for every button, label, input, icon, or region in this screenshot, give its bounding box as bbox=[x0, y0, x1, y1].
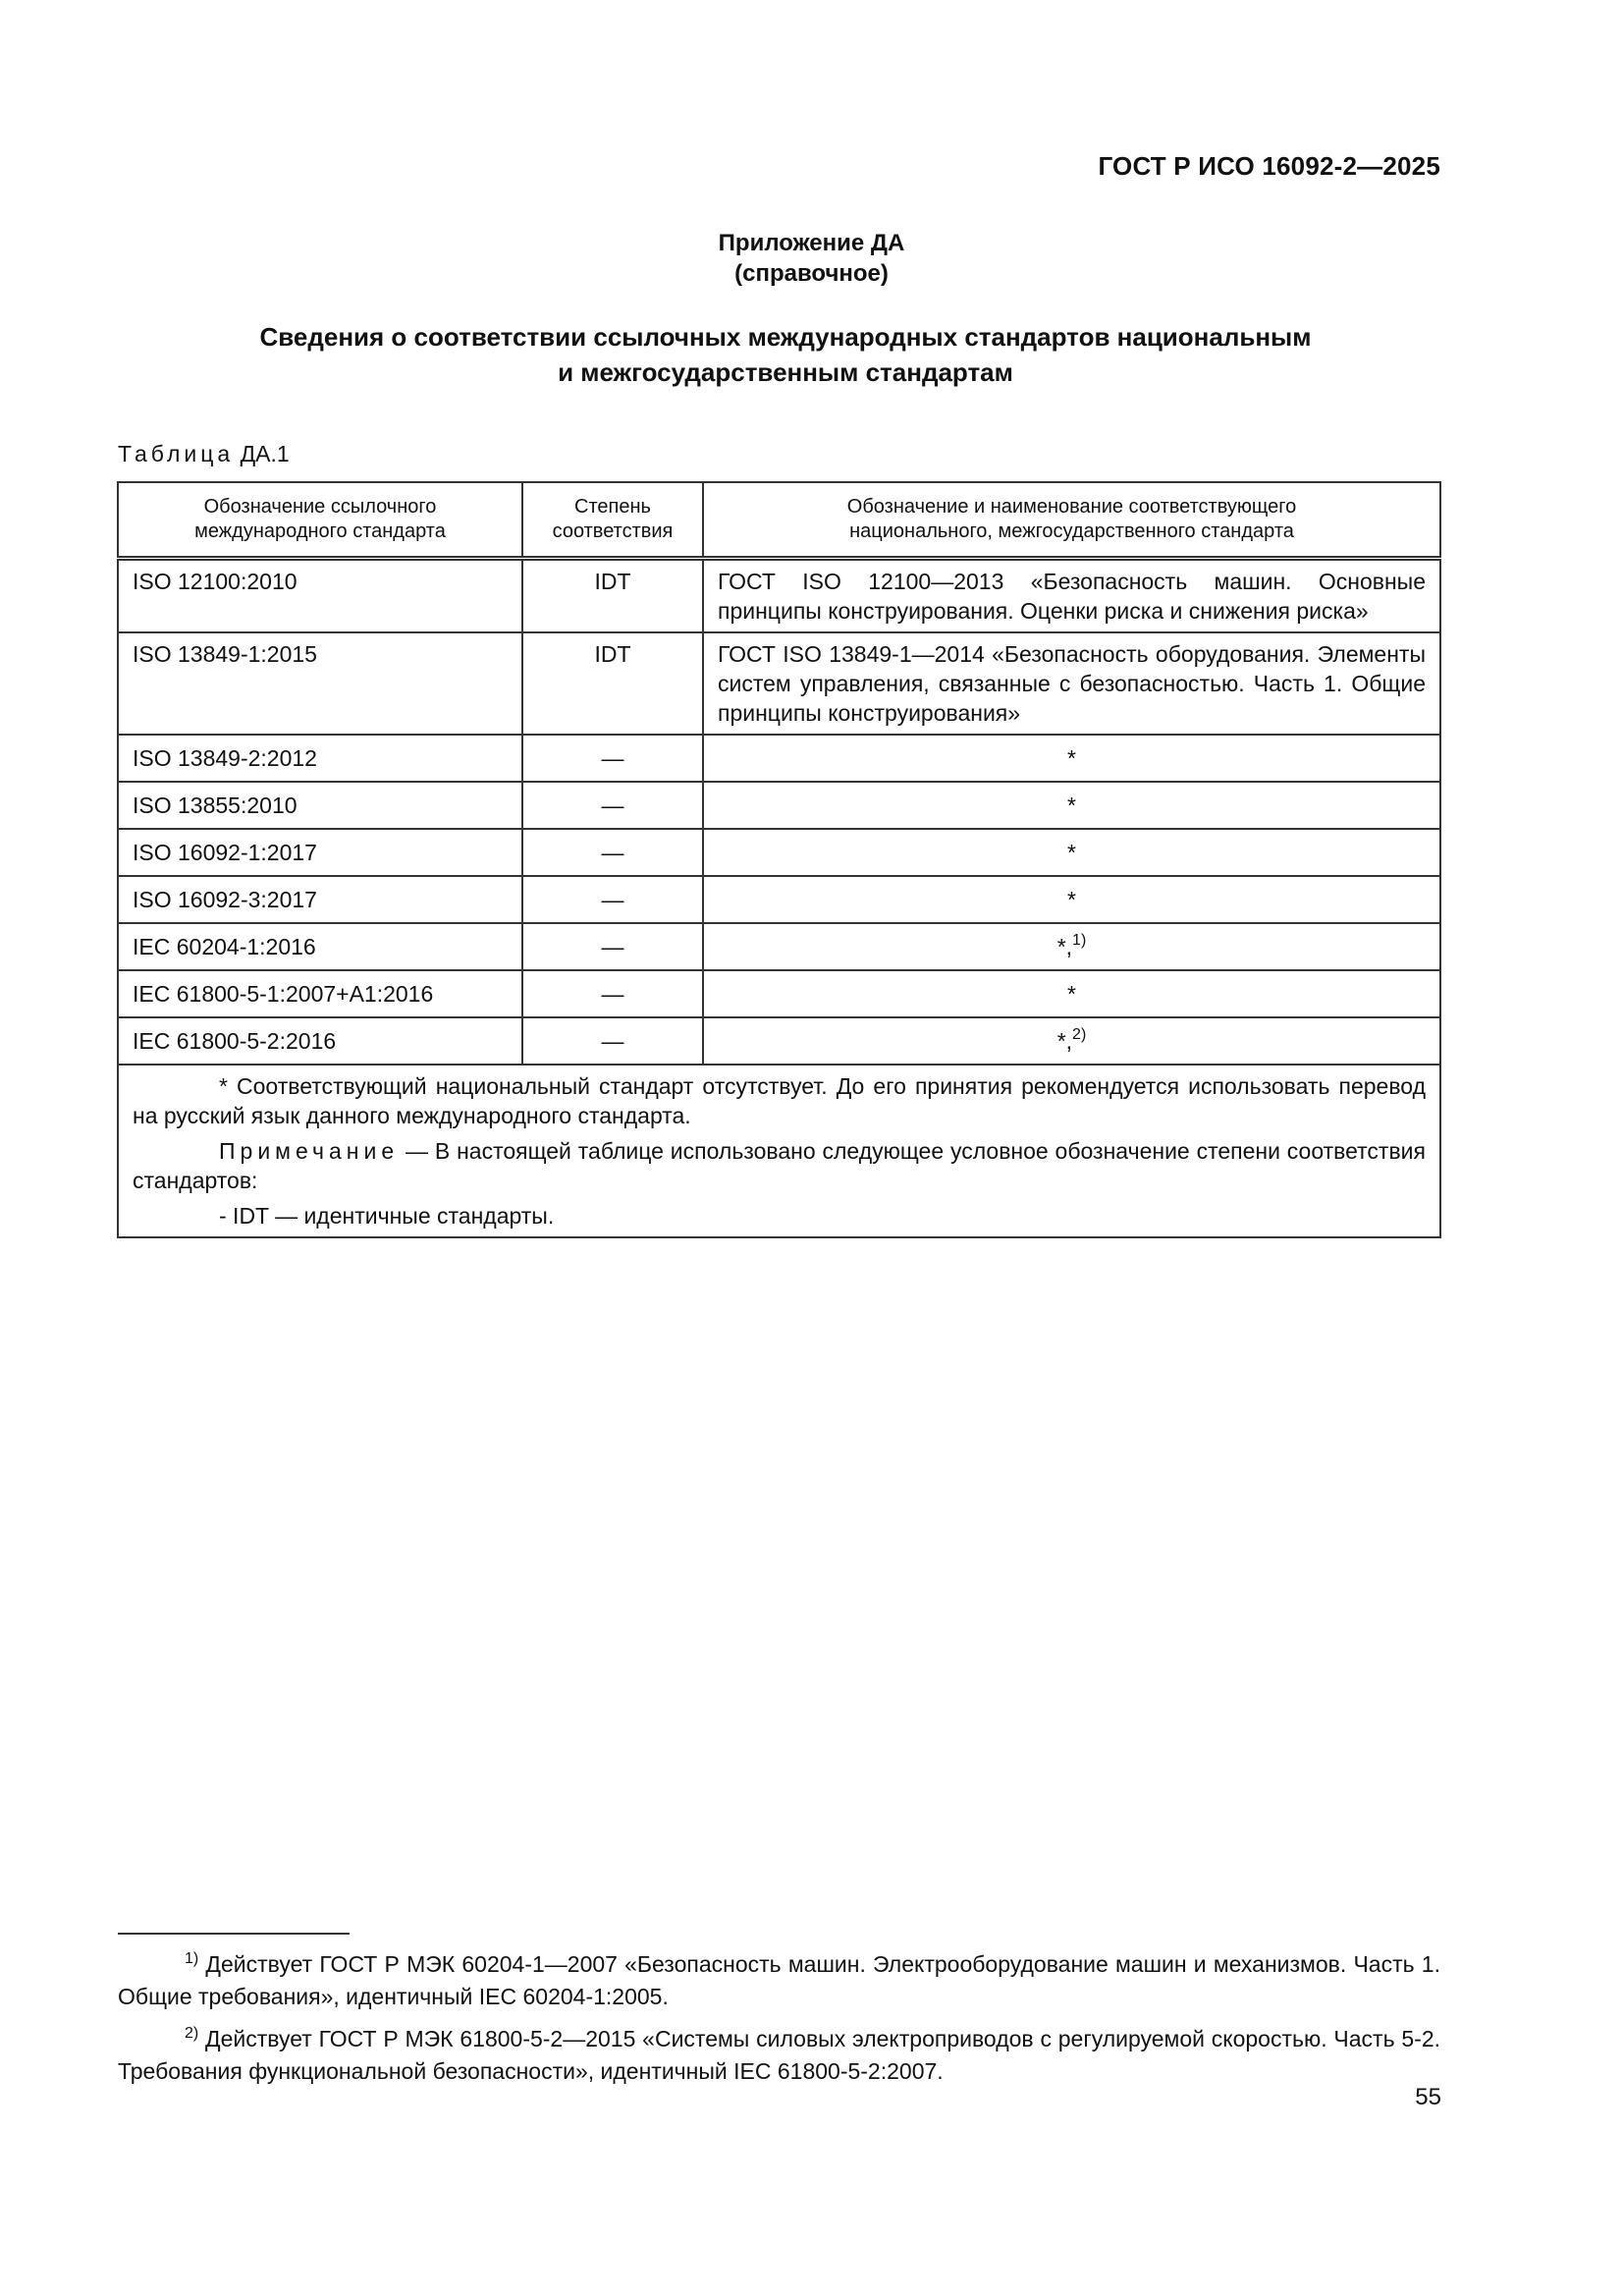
footnotes bbox=[118, 1948, 1440, 2098]
asterisk-note: * Соответствующий национальный стандарт отсутствует. До его принятия рекомендуется использовать перевод на русский язык данного международного стандарта. bbox=[133, 1073, 1426, 1128]
header-line: Степень bbox=[574, 496, 651, 518]
national-cell bbox=[703, 923, 1440, 970]
header-degree bbox=[522, 482, 703, 559]
degree-cell: IDT bbox=[522, 559, 703, 633]
ref-cell: IEC 61800-5-2:2016 bbox=[118, 1017, 522, 1065]
national-cell: * bbox=[703, 782, 1440, 829]
header-national-standard bbox=[703, 482, 1440, 559]
note-text: — В настоящей таблице использовано следующее условное обозначение степени соответствия стандартов: bbox=[133, 1138, 1426, 1193]
header-line: соответствия bbox=[552, 520, 674, 542]
table-note bbox=[133, 1136, 1426, 1195]
footnote-text: Действует ГОСТ Р МЭК 61800-5-2—2015 «Системы силовых электроприводов с регулируемой скоростью. Часть 5-2. Требования функциональной безопасности», идентичный IEC 61800-5-2:2007. bbox=[118, 2026, 1440, 2084]
degree-cell: IDT bbox=[522, 632, 703, 735]
table-row bbox=[118, 1017, 1440, 1065]
table-row bbox=[118, 876, 1440, 923]
national-cell: * bbox=[703, 876, 1440, 923]
table-caption-id: ДА.1 bbox=[240, 441, 290, 466]
ref-cell: ISO 13849-2:2012 bbox=[118, 735, 522, 782]
footnote bbox=[118, 1948, 1440, 2013]
table-row bbox=[118, 970, 1440, 1017]
idt-note: - IDT — идентичные стандарты. bbox=[219, 1203, 555, 1229]
note-label: Примечание bbox=[219, 1138, 400, 1164]
footnote bbox=[118, 2023, 1440, 2088]
degree-cell: — bbox=[522, 829, 703, 876]
table-notes bbox=[118, 1065, 1440, 1237]
table-row bbox=[118, 829, 1440, 876]
table-caption-word: Таблица bbox=[118, 441, 235, 466]
degree-cell: — bbox=[522, 782, 703, 829]
degree-cell: — bbox=[522, 876, 703, 923]
national-value: *, bbox=[1056, 1028, 1073, 1054]
ref-cell: ISO 13849-1:2015 bbox=[118, 632, 522, 735]
footnote-ref: 2) bbox=[1072, 1026, 1087, 1043]
degree-cell: — bbox=[522, 970, 703, 1017]
table-header-row bbox=[118, 482, 1440, 559]
ref-cell: ISO 16092-3:2017 bbox=[118, 876, 522, 923]
header-line: Обозначение и наименование соответствующего bbox=[846, 496, 1297, 518]
document-code: ГОСТ Р ИСО 16092-2—2025 bbox=[1098, 151, 1440, 181]
ref-cell: IEC 60204-1:2016 bbox=[118, 923, 522, 970]
correspondence-table bbox=[117, 481, 1441, 1238]
table-row bbox=[118, 782, 1440, 829]
header-line: Обозначение ссылочного bbox=[203, 496, 437, 518]
national-cell: * bbox=[703, 735, 1440, 782]
table-caption bbox=[118, 441, 290, 467]
table-notes-row bbox=[118, 1065, 1440, 1237]
annex-heading bbox=[0, 319, 1571, 390]
annex-heading-line-1: Сведения о соответствии ссылочных международных стандартов национальным bbox=[259, 322, 1312, 352]
header-line: национального, межгосударственного стандарта bbox=[849, 520, 1294, 542]
national-cell: ГОСТ ISO 13849-1—2014 «Безопасность оборудования. Элементы систем управления, связанные с безопасностью. Часть 1. Общие принципы конструирования» bbox=[703, 632, 1440, 735]
annex-title: Приложение ДА bbox=[718, 230, 905, 256]
footnote-mark: 2) bbox=[185, 2025, 199, 2042]
degree-cell: — bbox=[522, 923, 703, 970]
footnote-separator bbox=[118, 1933, 350, 1935]
footnote-text: Действует ГОСТ Р МЭК 60204-1—2007 «Безопасность машин. Электрооборудование машин и механизмов. Часть 1. Общие требования», идентичный IEC 60204-1:2005. bbox=[118, 1951, 1440, 2009]
header-ref-standard bbox=[118, 482, 522, 559]
ref-cell: ISO 13855:2010 bbox=[118, 782, 522, 829]
national-cell: * bbox=[703, 970, 1440, 1017]
footnote-mark: 1) bbox=[185, 1950, 199, 1967]
table-row bbox=[118, 632, 1440, 735]
ref-cell: ISO 12100:2010 bbox=[118, 559, 522, 633]
table-row bbox=[118, 923, 1440, 970]
national-value: *, bbox=[1056, 934, 1073, 959]
annex-subtitle: (справочное) bbox=[734, 260, 889, 287]
header-line: международного стандарта bbox=[194, 520, 446, 542]
ref-cell: IEC 61800-5-1:2007+A1:2016 bbox=[118, 970, 522, 1017]
degree-cell: — bbox=[522, 1017, 703, 1065]
national-cell: * bbox=[703, 829, 1440, 876]
national-cell bbox=[703, 1017, 1440, 1065]
table-row bbox=[118, 559, 1440, 633]
annex-heading-line-2: и межгосударственным стандартам bbox=[558, 357, 1013, 387]
degree-cell: — bbox=[522, 735, 703, 782]
national-cell: ГОСТ ISO 12100—2013 «Безопасность машин. Основные принципы конструирования. Оценки риска и снижения риска» bbox=[703, 559, 1440, 633]
page-number: 55 bbox=[1415, 2084, 1441, 2110]
ref-cell: ISO 16092-1:2017 bbox=[118, 829, 522, 876]
footnote-ref: 1) bbox=[1072, 932, 1087, 949]
table-row bbox=[118, 735, 1440, 782]
